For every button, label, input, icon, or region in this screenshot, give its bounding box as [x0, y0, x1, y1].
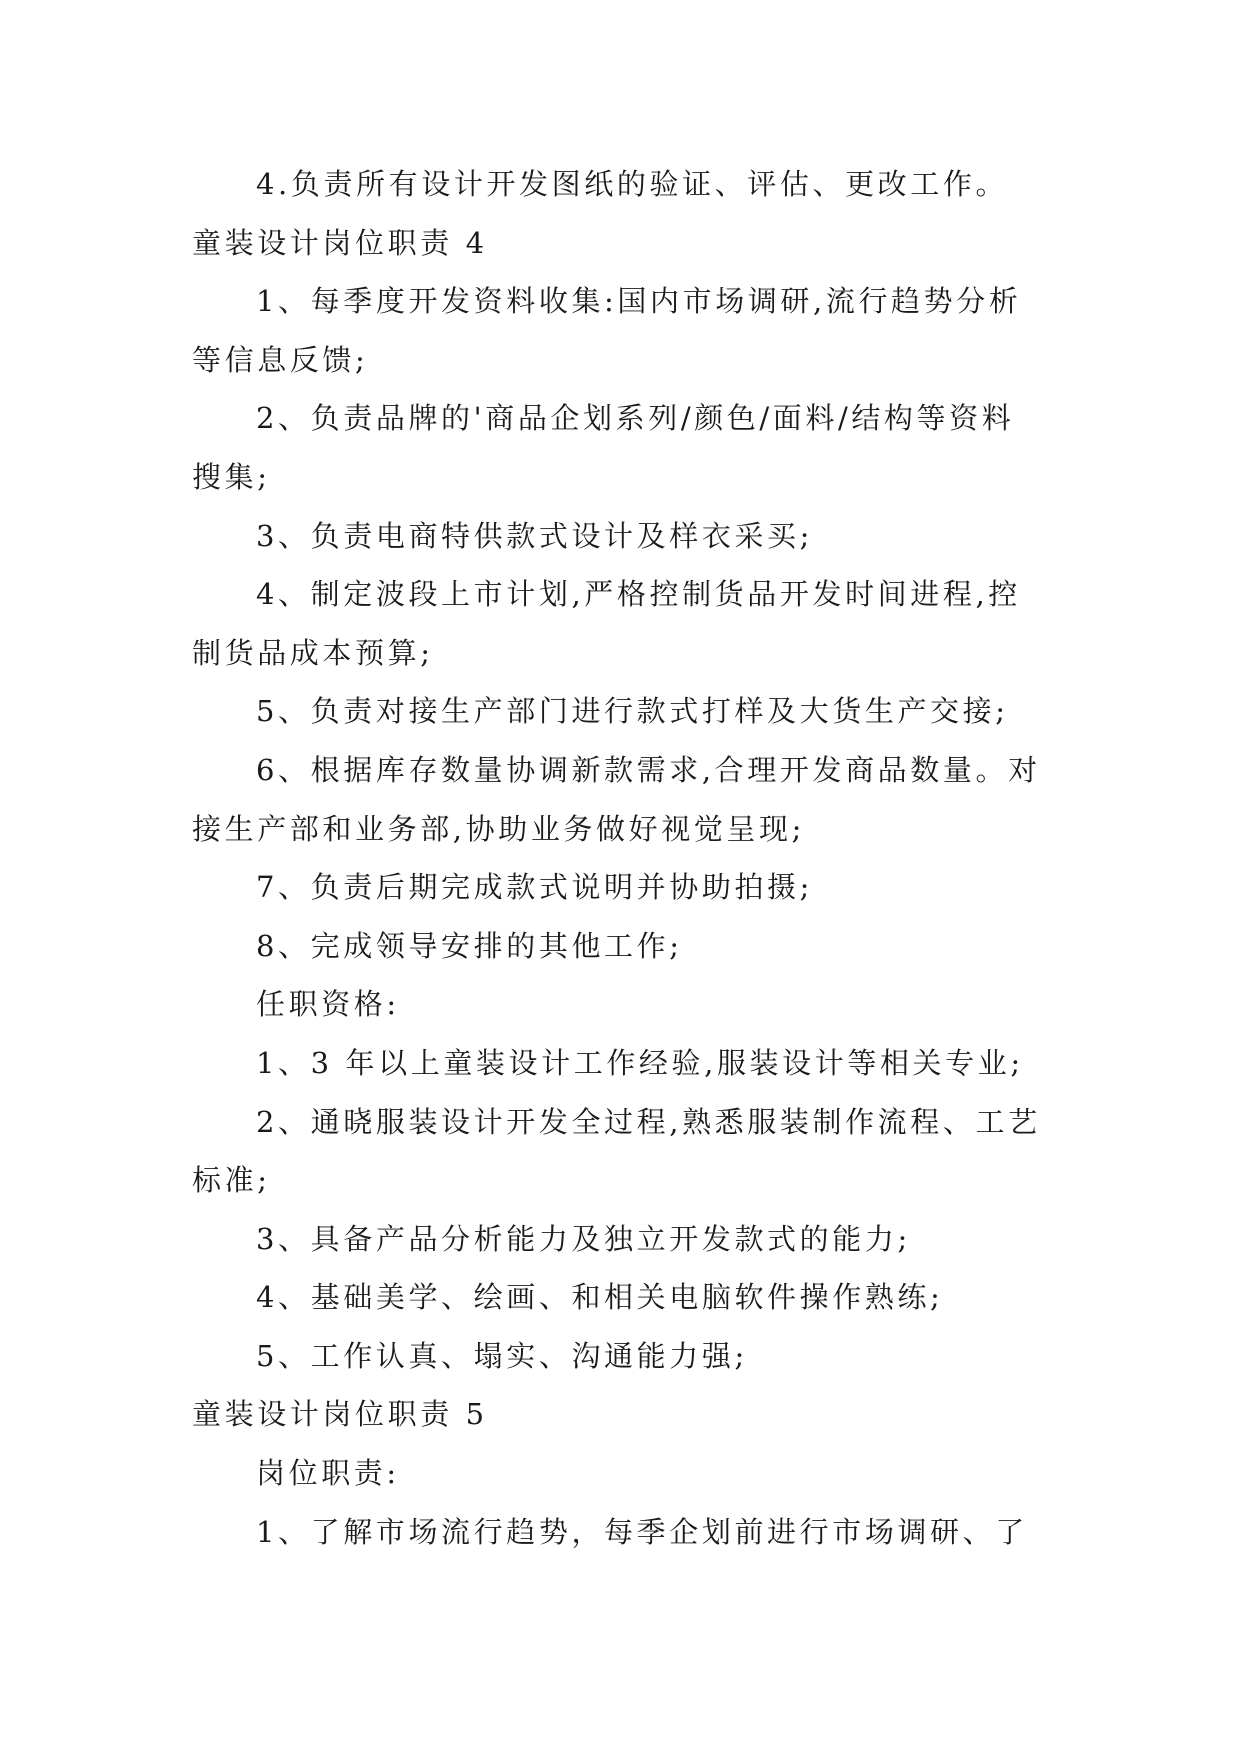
paragraph-line: 1、了解市场流行趋势，每季企划前进行市场调研、了: [256, 1514, 1028, 1549]
paragraph-line: 等信息反馈;: [192, 342, 369, 377]
paragraph-line: 5、工作认真、塌实、沟通能力强;: [256, 1338, 748, 1373]
paragraph-line: 2、负责品牌的'商品企划系列/颜色/面料/结构等资料: [256, 401, 1015, 436]
paragraph-line: 7、负责后期完成款式说明并协助拍摄;: [256, 870, 814, 905]
paragraph-line: 4、基础美学、绘画、和相关电脑软件操作熟练;: [256, 1280, 944, 1315]
section-heading: 童装设计岗位职责 4: [192, 225, 488, 260]
paragraph-line: 标准;: [192, 1163, 271, 1198]
paragraph-line: 接生产部和业务部,协助业务做好视觉呈现;: [192, 811, 805, 846]
paragraph-line: 6、根据库存数量协调新款需求,合理开发商品数量。对: [256, 752, 1041, 787]
paragraph-line: 制货品成本预算;: [192, 635, 434, 670]
paragraph-line: 8、完成领导安排的其他工作;: [256, 928, 683, 963]
paragraph-line: 搜集;: [192, 459, 271, 494]
paragraph-line: 5、负责对接生产部门进行款式打样及大货生产交接;: [256, 694, 1009, 729]
subsection-label: 任职资格:: [256, 987, 400, 1022]
paragraph-line: 1、3 年以上童装设计工作经验,服装设计等相关专业;: [256, 1045, 1024, 1080]
paragraph-line: 4、制定波段上市计划,严格控制货品开发时间进程,控: [256, 577, 1021, 612]
section-heading: 童装设计岗位职责 5: [192, 1397, 488, 1432]
paragraph-line: 1、每季度开发资料收集:国内市场调研,流行趋势分析: [256, 284, 1022, 319]
paragraph-line: 2、通晓服装设计开发全过程,熟悉服装制作流程、工艺: [256, 1104, 1041, 1139]
document-body: [192, 155, 1058, 1561]
paragraph-line: 3、具备产品分析能力及独立开发款式的能力;: [256, 1221, 911, 1256]
paragraph-line: 3、负责电商特供款式设计及样衣采买;: [256, 518, 814, 553]
paragraph-line: 4.负责所有设计开发图纸的验证、评估、更改工作。: [256, 167, 1009, 201]
subsection-label: 岗位职责:: [256, 1456, 400, 1491]
